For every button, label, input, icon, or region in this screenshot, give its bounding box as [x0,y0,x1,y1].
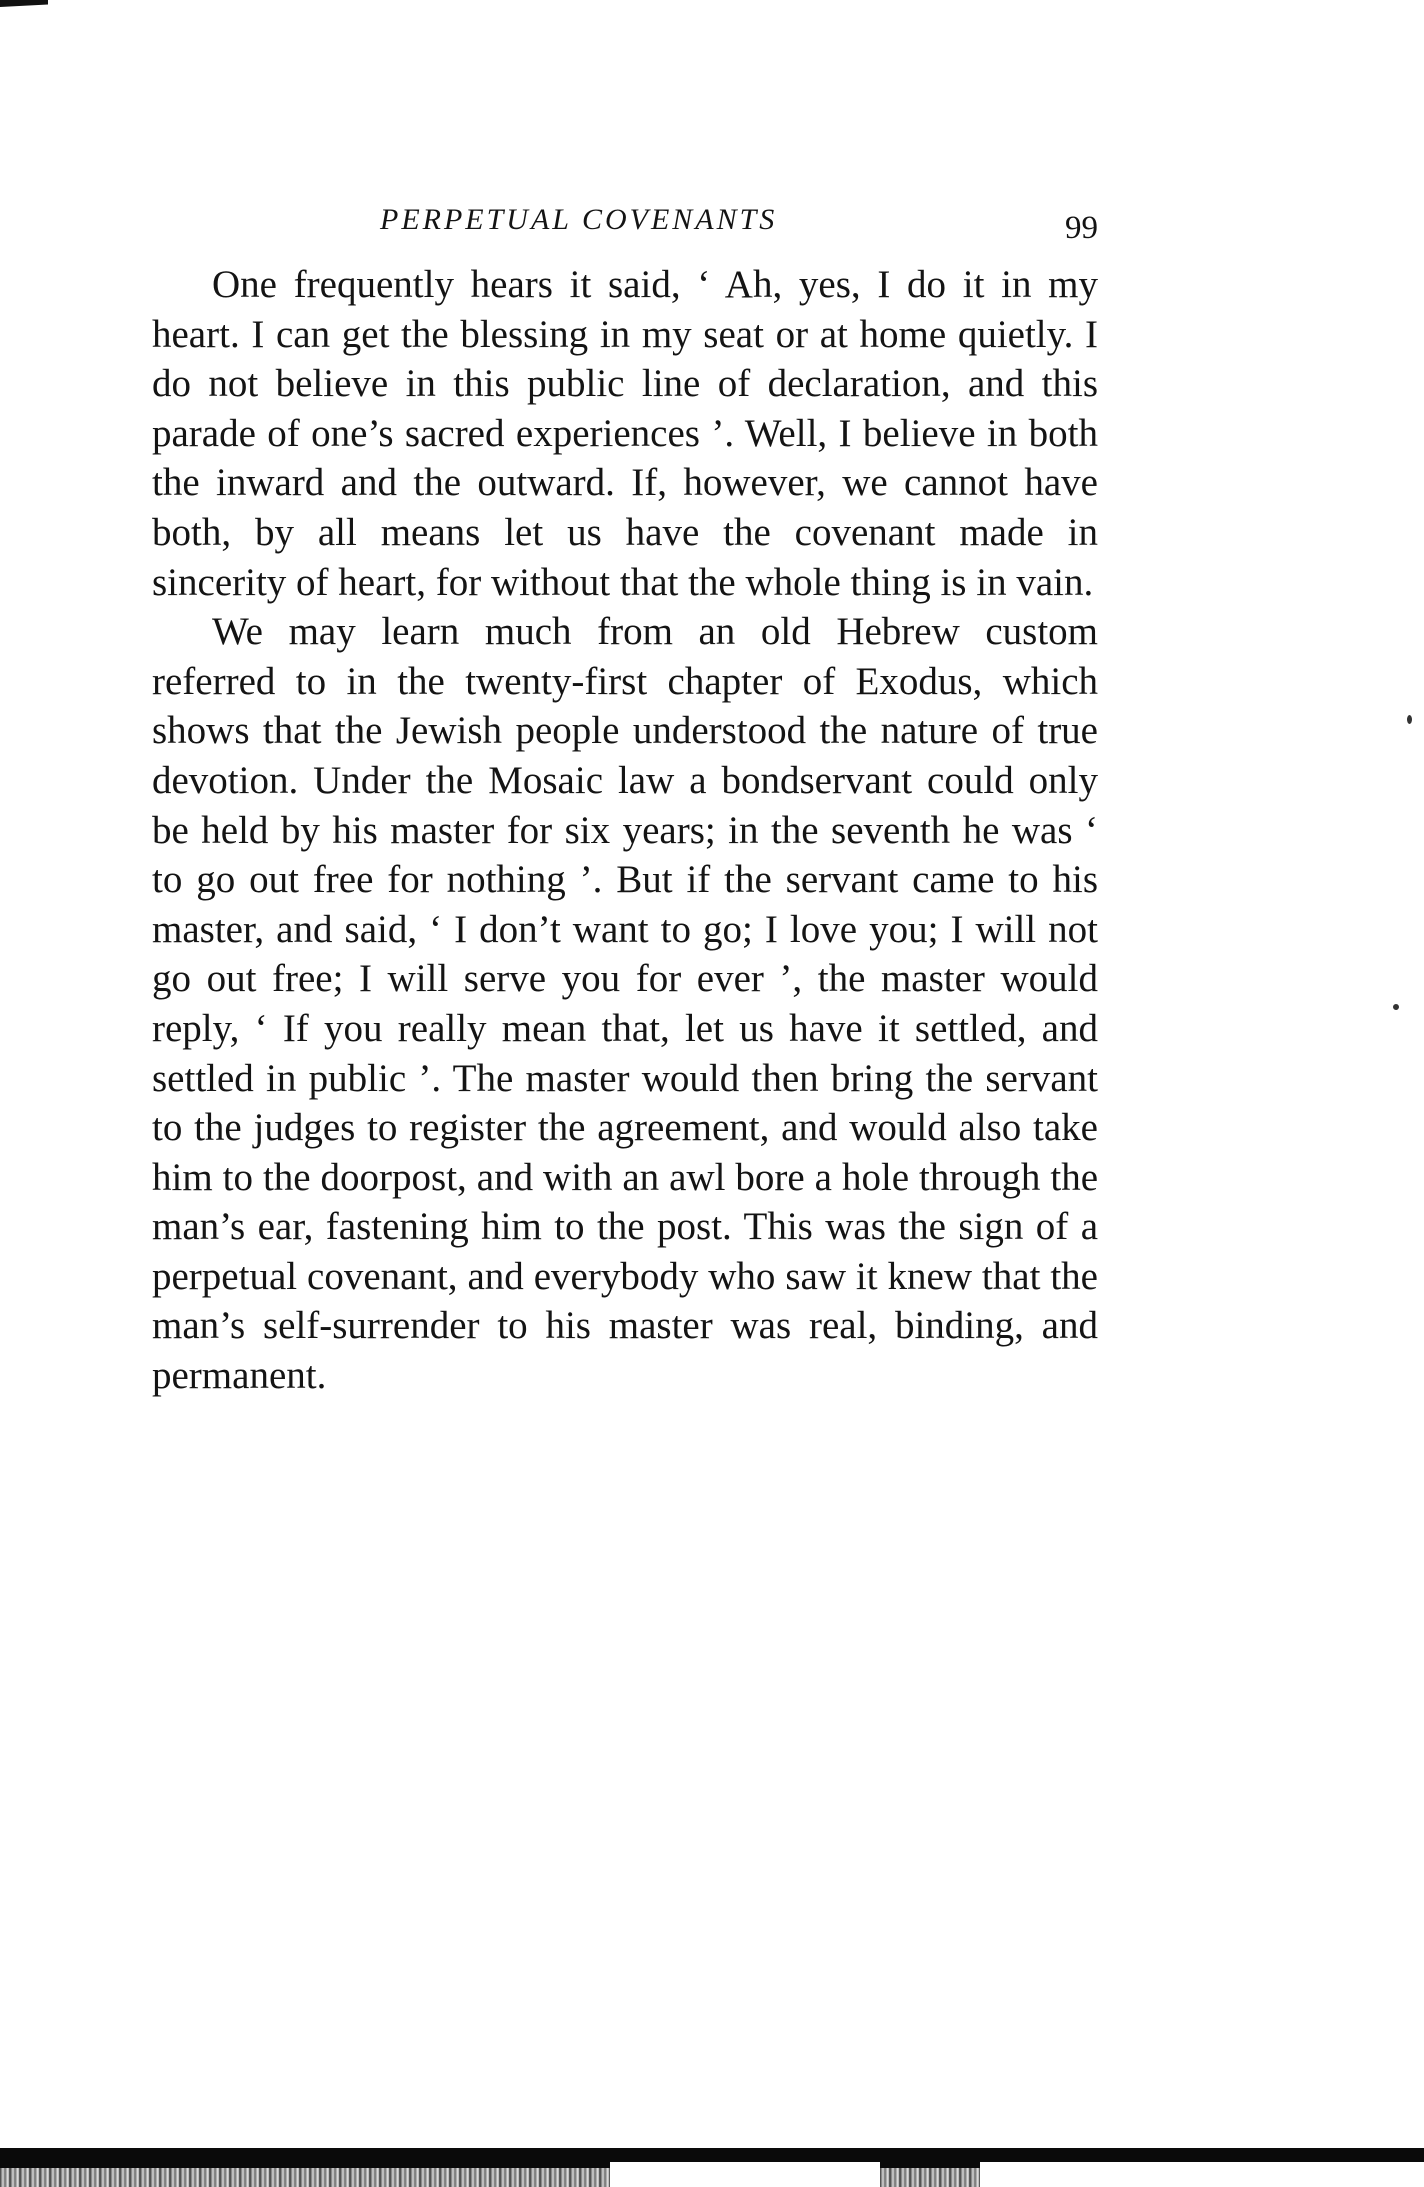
running-head-title: PERPETUAL COVENANTS [380,203,778,236]
paragraph-1: One frequently hears it said, ‘ Ah, yes, I do it in my heart. I can get the blessing in my seat or at home quietly. I do not believe in this public line of declaration, and this parade of one’s sacred experiences ’. Well, I believe in both the inward and the outward. If, however, we cannot have both, by all means let us have the covenant made in sincerity of heart, for without that the whole thing is in vain. [152,263,1098,604]
page-number: 99 [1065,210,1098,246]
margin-speck [1393,1004,1399,1010]
scan-bottom-gap [610,2162,880,2187]
running-head [152,200,1098,260]
page-text-block [152,200,1098,1401]
scan-corner-mark [0,0,48,7]
paragraph-2: We may learn much from an old Hebrew custom referred to in the twenty-first chapter of Exodus, which shows that the Jewish people understood the nature of true devotion. Under the Mosaic law a bondservant could only be held by his master for six years; in the seventh he was ‘ to go out free for nothing ’. But if the servant came to his master, and said, ‘ I don’t want to go; I love you; I will not go out free; I will serve you for ever ’, the master would reply, ‘ If you really mean that, let us have it settled, and settled in public ’. The master would then bring the servant to the judges to register the agreement, and would also take him to the doorpost, and with an awl bore a hole through the man’s ear, fastening him to the post. This was the sign of a perpetual covenant, and everybody who saw it knew that the man’s self-surrender to his master was real, binding, and permanent. [152,610,1098,1398]
margin-speck [1407,715,1412,724]
scan-bottom-gap [980,2162,1424,2187]
